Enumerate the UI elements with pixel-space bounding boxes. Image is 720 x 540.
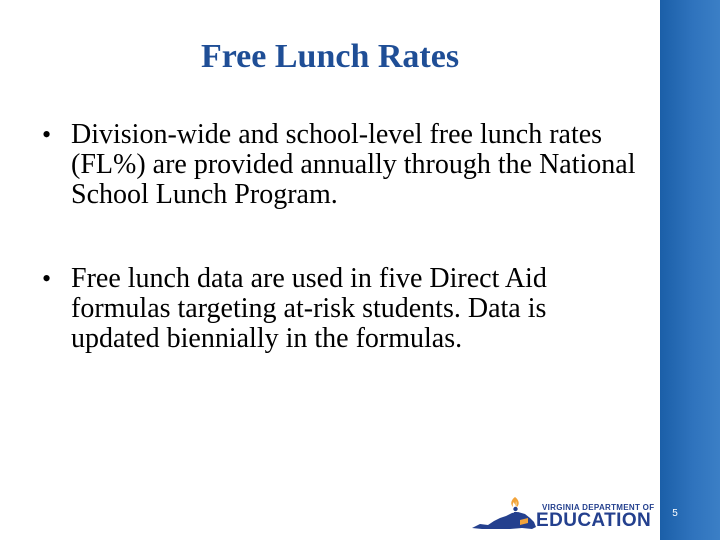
bullet-text: Free lunch data are used in five Direct Aid formulas targeting at-risk students. Data is updated biennially in the formulas. — [71, 263, 547, 354]
vdoe-logo — [470, 494, 660, 534]
bullet-text: Division-wide and school-level free lunch rates (FL%) are provided annually through the National School Lunch Program. — [71, 119, 636, 210]
bullet-item — [42, 120, 642, 210]
bullet-dot-icon: • — [42, 264, 52, 293]
bullet-dot-icon: • — [42, 120, 52, 149]
sidebar-bar — [660, 0, 720, 540]
virginia-state-flame-icon — [470, 494, 542, 534]
page-number: 5 — [672, 508, 678, 519]
logo-line2: EDUCATION — [536, 510, 652, 531]
bullet-item — [42, 264, 642, 354]
logo-line1: VIRGINIA DEPARTMENT OF — [542, 503, 655, 512]
bullet-list — [42, 120, 642, 354]
slide-title: Free Lunch Rates — [200, 38, 460, 75]
